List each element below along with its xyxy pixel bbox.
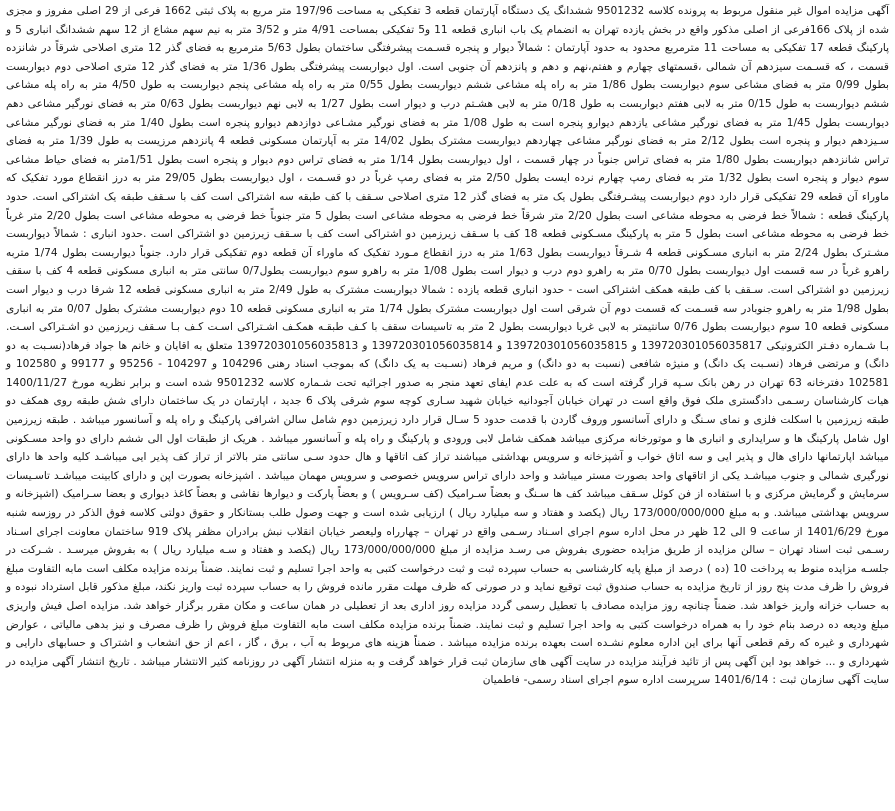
auction-notice-text: آگهی مزایده اموال غیر منقول مربوط به پرونده کلاسه 9501232 ششدانگ یک دستگاه آپارتمان قطعه 3 تفکیکی به مساحت 197/96 متر مربع به پلاک ثبتی 1662 فرعی از 29 اصلی مفروز و مجزی شده از پلاک 166فرعی از اصلی مذکور واقع در بخش یازده تهران به انضمام یک باب انباری قطعه 11 و5 تفکیکی بمساحت 4/91 متر و 3/52 متر به نیم سهم مشاع از 12 سهم ششدانگ انباری 5 و پارکینگ قطعه 17 تفکیکی به مساحت 11 مترمربع محدود به حدود آپارتمان : شمالاً دیوار و پنجره قسـمت پیشرفتگی ساختمان بطول 5/63 مترمربع به فضای گذر 12 متری اصلاحی شرقاً در شانزده قسمت ، که قسـمت سیزدهم آن شمالی ،قسمتهای چهارم و هفتم،نهم و دهم و پانزدهم آن جنوبی است. اول دیواربست پیشرفتگی بطول 1/36 متر به فضای گذر 12 متری اصلاحی دوم دیواربست بطول 0/99 متر به فضای مشاعی سوم دیواربست بطول 1/86 متر به راه پله مشاعی ششم دیواربست بطول 0/55 متر به راه پله مشاعی پنجم دیواربست به طول 4/50 متر به راه پله مشاعی ششم دیواربست به طول 0/15 متر به لابی هفتم دیواربست به طول 0/18 متر به لابی هشـتم درب و دیوار است بطول 1/27 به لابی نهم دیواربست بطول 0/63 متر به فضای نورگیر مشاعی دهم دیواربست بطول 1/45 متر به فضای نورگیر مشاعی یازدهم دیوارو پنجره است به طول 1/08 متر به فضای نورگیر مشـاعی دوازدهم دیوارو پنجره است بطول 1/40 متر به فضای نورگیر مشاعی سـیزدهم دیوار و پنجره است بطول 2/12 متر به فضای نورگیر مشاعی چهاردهم دیواربست مشترک بطول 14/02 متر به آپارتمان مسکونی قطعه 4 پانزدهم مرزیست به طول 1/39 متر به فضای تراس شانزدهم دیواربست بطول 1/80 متر به فضای تراس جنوباً در چهار قسمت ، اول دیواربست بطول 1/14 متر به فضای تراس دوم دیوار و پنجره است بطول 1/51متر به فضای حیاط مشاعی سوم دیوار و پنجره است بطول 1/32 متر به فضای رمپ چهارم نرده ایست بطول 2/50 متر به فضای رمپ غرباً در دو قسـمت ، اول دیواربست بطول 29/05 متر به درز انقطاع مورد تفکیک که ماوراء آن قطعه 29 تفکیکی قرار دارد دوم دیواربست پیشـرفتگی بطول یک متر به فضای گذر 12 متری اصلاحی سـقف با کف طبقه سه اشتراکی است کف با سـقف طبقه یک اشتراکی است. حدود پارکینگ قطعه : شمالاً خط فرضی به محوطه مشاعی است بطول 2/20 متر شرقاً خط فرضی به محوطه مشاعی است بطول 5 متر جنوباً خط فرضی به محوطه مشاعی است بطول 2/20 متر غرباً خط فرضی به محوطه مشاعی است بطول 5 متر به پارکینگ مسـکونی قطعه 18 کف با سـقف زیرزمین دو اشتراکی است کف با سـقف زیرزمین دو اشتراکی است .حدود انباری : شمالاً دیواربست مشـترک بطول 2/24 متر به انباری مسـکونی قطعه 4 شـرقاً دیواربست بطول 1/63 متر به درز انقطاع مـورد تفکیک که ماوراء آن قطعه دوم تفکیکی قرار دارد. جنوباً دیواربست بطول 1/74 متربه راهرو غرباً در سه قسمت اول دیواربست بطول 0/70 متر به راهرو دوم درب و دیوار است بطول 1/08 متر به راهرو سوم دیواربست بطول0/7 سانتی متر به انباری مسکونی قطعه 4 کف با سقف زیرزمین دو اشتراکی است. سـقف با کف طبقه همکف اشتراکی است - حدود انباری قطعه یازده : شمالا دیواربست مشترک به طول 2/49 متر به انباری مسکونی قطعه 12 شرقا درب و دیوار است بطول 1/98 متر به راهرو جنوبادر سه قسـمت که قسمت دوم آن شرقی است اول دیواربست مشترک بطول 1/74 متر به انباری مسکونی قطعه 10 دوم دیواربست مشترک بطول 0/07 متر به انباری مسکونی قطعه 10 سوم دیواربست بطول 0/76 سانتیمتر به لابی غربا دیواربست بطول 2 متر به تاسیسات سقف با کـف طبقـه همکـف اشـتراکی اسـت کـف بـا سـقف زیرزمین دو اشـتراکی اسـت. بـا شـماره دفـتر الکترونیکی 139720301056035817 و 139720301056035815 و 139720301056035814 و 139720301056035813 متعلق به اقایان و خانم ها جواد فرهاد(نسـبت به دو دانگ) و مرتضی فرهاد (نسـبت یک دانگ) و منیژه شافعی (نسبت به دو دانگ) و مریم فرهاد (نسـبت به یک دانگ) که بموجب اسناد رهنی 104296 و 104297 - 95256 و 99177 و 102580 و 102581 دفترخانه 63 تهران در رهن بانک سـپه قرار گرفته است که به علت عدم ایفای تعهد منجر به صدور اجرائیه تحت شـماره کلاسه 9501232 شده است و برابر نظریه مورخ 1400/11/27 هیات کارشناسان رسـمی دادگستری ملک فوق واقع است در تهران خیابان آجودانیه خیابان شهید سـاری کوچه سوم شرقی پلاک 6 جدید ، اپارتمان در یک ساختمان دارای شش طبقه روی همکف دو طبقه زیرزمین با اسکلت فلزی و نمای سـنگ و دارای آسانسور وروف گاردن با قدمت حدود 5 سـال قرار دارد زیرزمین دوم شامل سالن اشرافی پارکینگ و راه پله و آسانسور میباشد . طبقه زیرزمین اول شامل پارکینگ ها و سرایداری و انباری ها و موتورخانه مرکزی میباشد همکف شامل لابی ورودی و پارکینگ و راه پله و آسانسور میباشد . هریک از طبقات اول الی ششم دارای دو واحد مسـکونی میباشد اپارتمانها دارای هال و پذیر ایی و سه اتاق خواب و آشپزخانه و سرویس بهداشتی میباشند تراز کف اتاقها و هال حدود سـی سانتی متر بالاتر از تراز کف پذیر ایی میباشـد کلیه واحد ها دارای نورگیری شمالی و جنوب میباشـد یکی از اتاقهای واحد بصورت مستر میباشد و واحد دارای تراس سرویس خصوصی و سرویس مهمان میباشد . اشپزخانه بصورت اپن و دارای کابینت میباشـد تاسـیسات سرمایش و گرمایش مرکزی و با استفاده از فن کوئل سـقف میباشد کف ها سـنگ و بعضاً سـرامیک (کف سـرویس ) و بعضاً پارکت و دیوارها نقاشی و بعضاً کاغذ دیواری و بعضا سـرامیک (اشپزخانه و سرویس بهداشتی میباشد. و به مبلغ 173/000/000/000 ریال (یکصد و هفتاد و سه میلیارد ریال ) ارزیابی شده است و جهت وصول طلب بستانکار و حقوق دولتی کلاسه فوق الذکر در روزسه شنبه مورخ 1401/6/29 از ساعت 9 الی 12 ظهر در محل اداره سوم اجرای اسـناد رسـمی واقع در تهران – چهارراه ولیعصر خیابان انقلاب نبش برادران مظفر پلاک 919 ساختمان معاونت اجرای اسـناد رسـمی ثبت اسناد تهران – سالن مزایده از طریق مزایده حضوری بفروش می رسـد مزایده از مبلغ 173/000/000/000 ریال (یکصد و هفتاد و سـه میلیارد ریال ) به بفروش میرسـد . شـرکت در جلسـه مزایده منوط به پرداخت 10 (ده ) درصد از مبلغ پایه کارشناسی به حساب سپرده ثبت و ثبت درخواست کتبی به واحد اجرا تسلیم و ثبت نمایند. ضمناً برنده مزایده مکلف است مابه التفاوت مبلغ فروش را ظرف مدت پنج روز از تاریخ مزایده به حساب صندوق ثبت توقیع نماید و در صورتی که ظرف مهلت مقرر مانده فروش را به حساب سپرده ثبت واریز نکند، مبلغ مذکور قابل استرداد نبوده و به حساب خزانه واریز خواهد شد. ضمناً چنانچه روز مزایده مصادف با تعطیل رسمی گردد مزایده روز اداری بعد از تعطیلی در همان ساعت و مکان مقرر برگزار خواهد شد. مزایده اصل فیش واریزی مبلغ ودیعه ده درصد بنام خود را به همراه درخواست کتبی به واحد اجرا تسلیم و ثبت نمایند. ضمناً برنده مزایده مکلف است مابه التفاوت مبلغ فروش را ظرف مصرف و نیز بدهی مالیاتی ، عوارض شهرداری و غیره که رقم قطعی آنها برای این اداره معلوم نشـده است بعهده برنده مزایده میباشد . ضمناً هزینه های مربوط به آب ، برق ، گاز ، اعم از حق انشعاب و اشتراک و حسابهای دارایی و شهرداری و ... خواهد بود این آگهی پس از تائید فرآیند مزایده در سایت آگهی های سازمان ثبت قرار خواهد گرفت و به منزله انتشار آگهی در روزنامه کثیر الانتشار میباشد . تاریخ انتشار آگهی مزایده در سایت آگهی سازمان ثبت : 1401/6/14 سرپرست اداره سوم اجرای اسناد رسمی- فاطمیان [6, 5, 890, 687]
